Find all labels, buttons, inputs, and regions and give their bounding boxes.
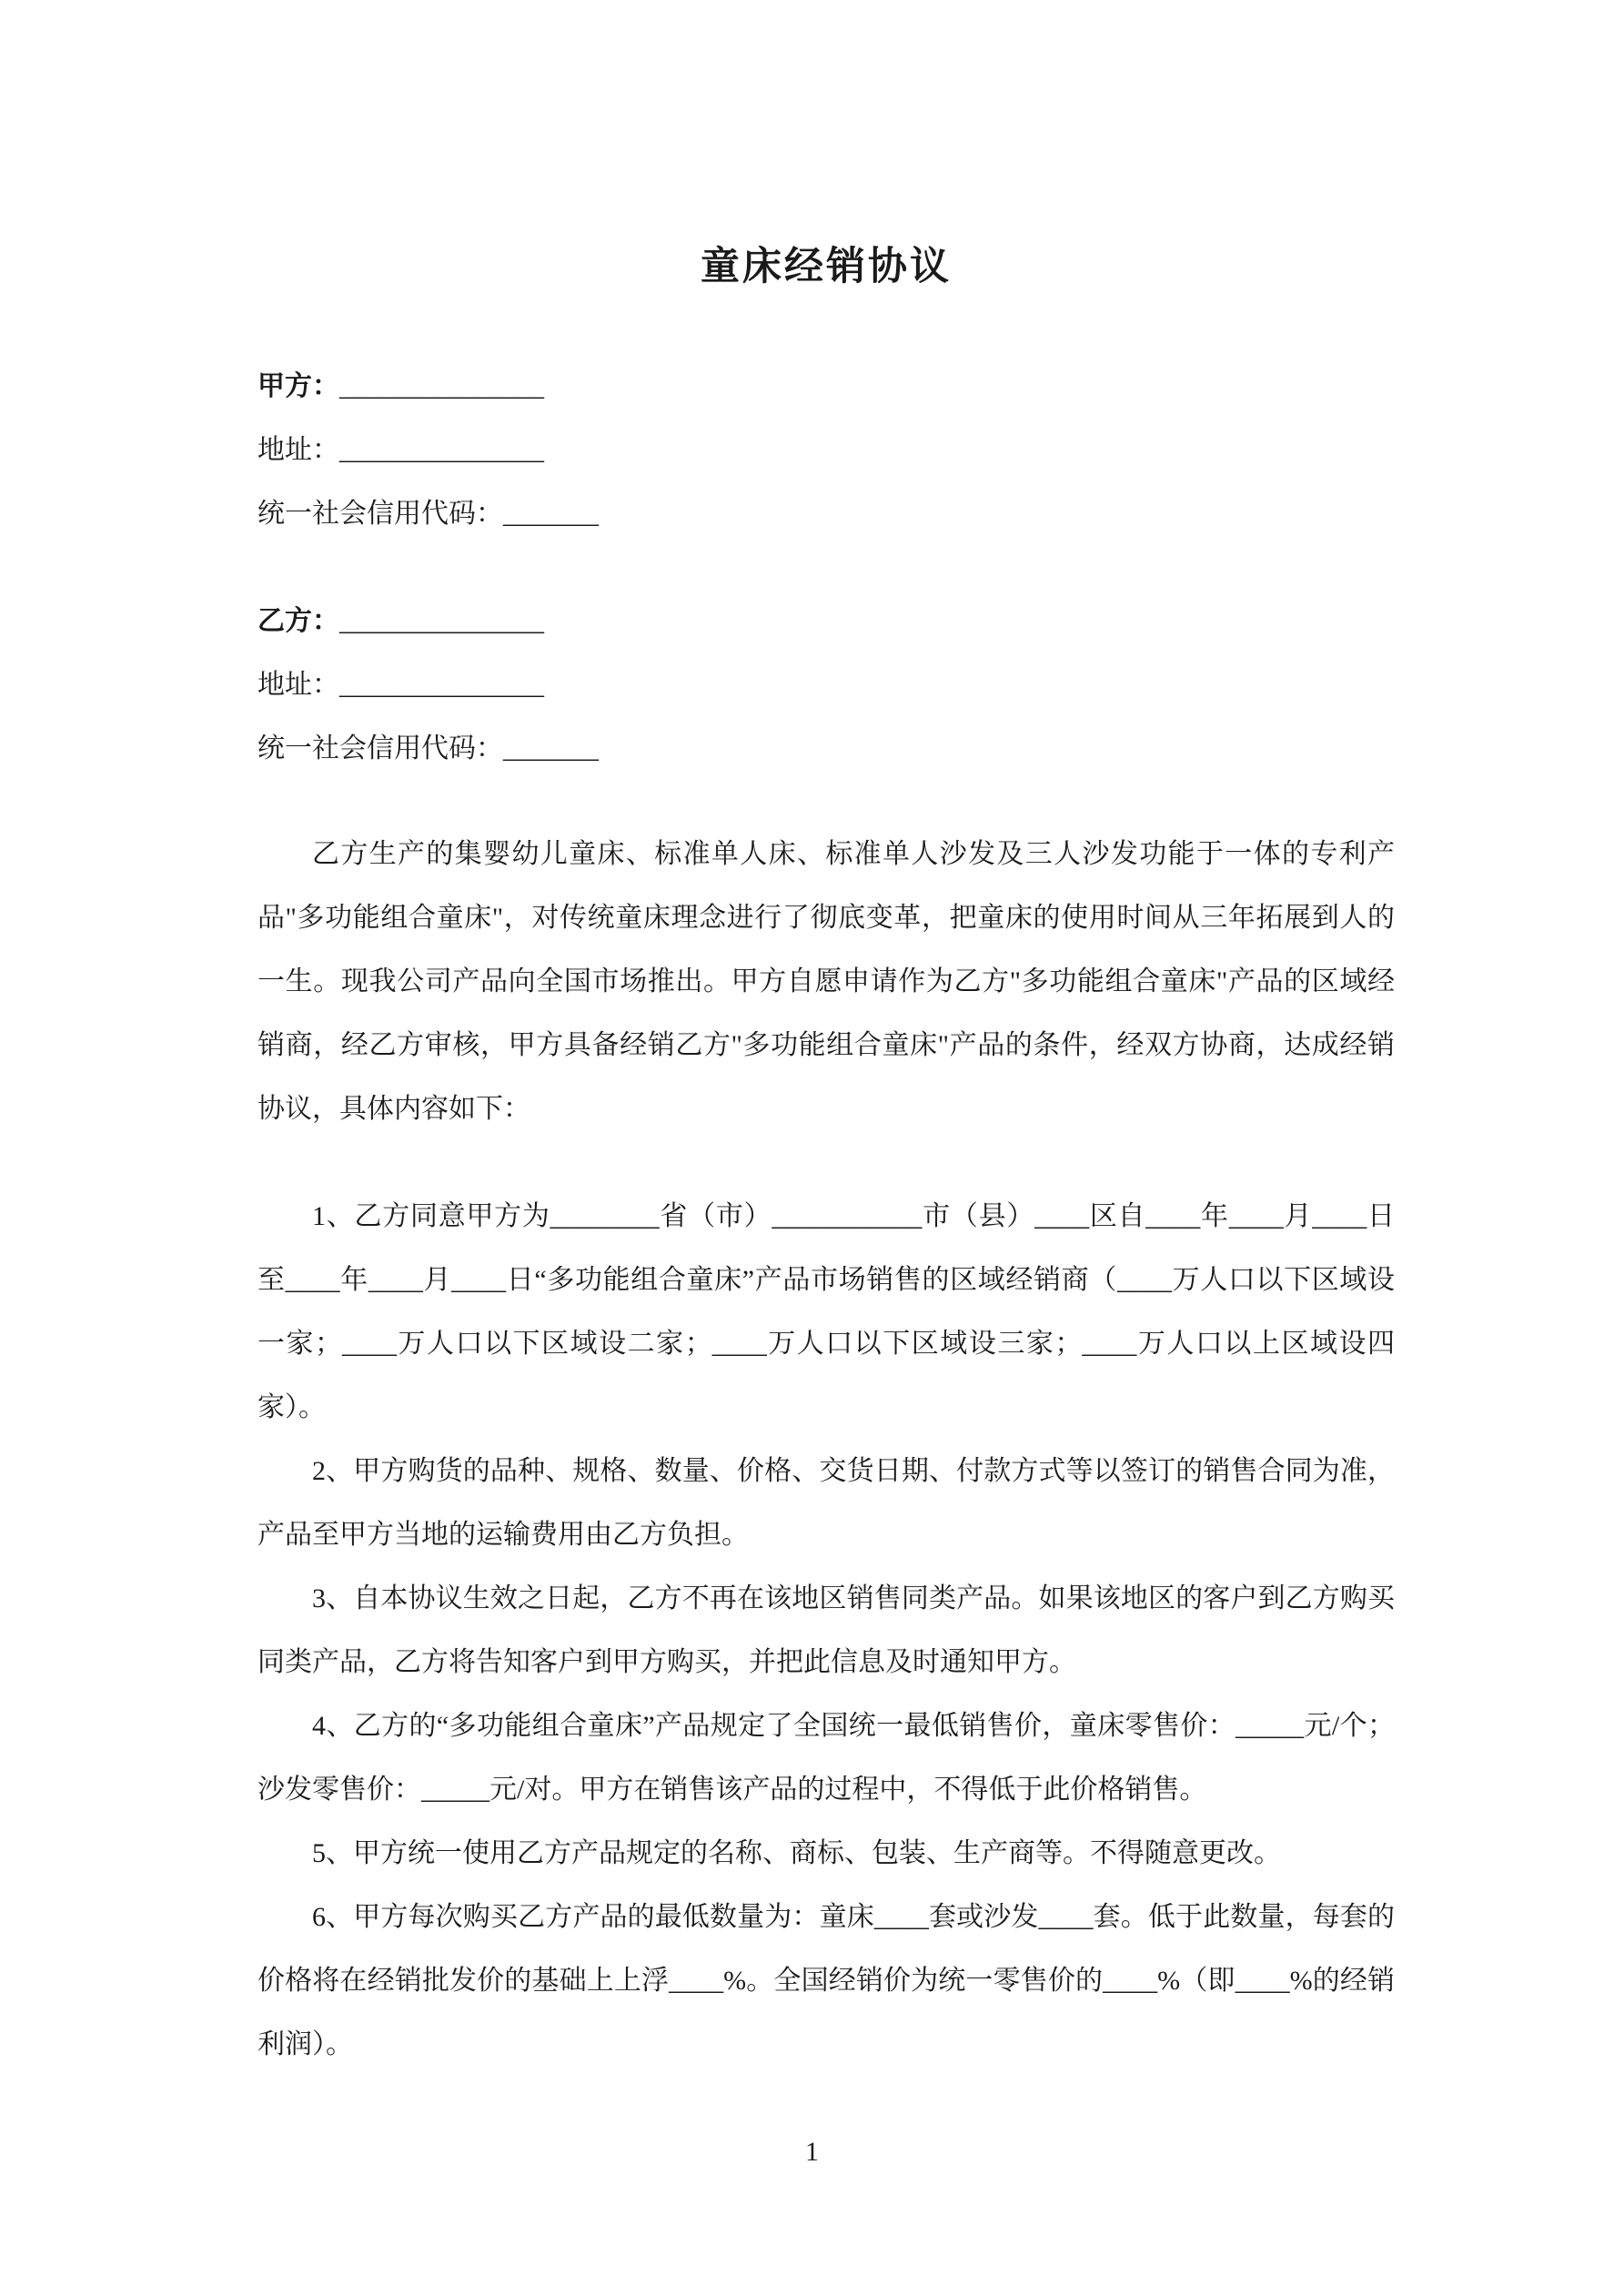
party-a-name-blank: _______________ [339,371,544,401]
party-b-address-label: 地址： [257,670,339,700]
party-a-credit-code-row [257,482,1395,546]
clause-2: 2、甲方购货的品种、规格、数量、价格、交货日期、付款方式等以签订的销售合同为准，产品至甲方当地的运输费用由乙方负担。 [257,1456,1395,1550]
clause-3: 3、自本协议生效之日起，乙方不再在该地区销售同类产品。如果该地区的客户到乙方购买同类产品，乙方将告知客户到甲方购买，并把此信息及时通知甲方。 [257,1583,1395,1677]
party-a-name-label: 甲方： [257,371,339,401]
party-b-name-blank: _______________ [339,606,544,636]
party-a-name-row [257,355,1395,419]
clause-5: 5、甲方统一使用乙方产品规定的名称、商标、包装、生产商等。不得随意更改。 [312,1838,1281,1868]
party-b-block [257,590,1395,781]
page-number: 1 [805,2137,819,2167]
party-a-credit-code-label: 统一社会信用代码： [257,499,503,529]
party-b-name-label: 乙方： [257,606,339,636]
document-title: 童床经销协议 [701,246,952,288]
party-a-credit-code-blank: _______ [503,499,599,529]
party-a-block [257,355,1395,546]
party-b-credit-code-row [257,717,1395,781]
party-b-name-row [257,590,1395,653]
intro-paragraph: 乙方生产的集婴幼儿童床、标准单人床、标准单人沙发及三人沙发功能于一体的专利产品"多功能组合童床"，对传统童床理念进行了彻底变革，把童床的使用时间从三年拓展到人的一生。现我公司产品向全国市场推出。甲方自愿申请作为乙方"多功能组合童床"产品的区域经销商，经乙方审核，甲方具备经销乙方"多功能组合童床"产品的条件，经双方协商，达成经销协议，具体内容如下： [257,839,1395,1124]
clause-4: 4、乙方的“多功能组合童床”产品规定了全国统一最低销售价，童床零售价：_____元/个；沙发零售价：_____元/对。甲方在销售该产品的过程中，不得低于此价格销售。 [257,1711,1395,1805]
party-a-address-blank: _______________ [339,435,544,465]
party-b-address-blank: _______________ [339,670,544,700]
party-a-address-label: 地址： [257,435,339,465]
party-b-address-row [257,653,1395,717]
party-b-credit-code-label: 统一社会信用代码： [257,733,503,764]
party-b-credit-code-blank: _______ [503,733,599,764]
party-a-address-row [257,419,1395,482]
clause-1: 1、乙方同意甲方为________省（市）___________市（县）____区自____年____月____日至____年____月____日“多功能组合童床”产品市场销售的区域经销商（____万人口以下区域设一家；____万人口以下区域设二家；____万人口以下区域设三家；____万人口以上区域设四家）。 [257,1201,1395,1422]
clause-6: 6、甲方每次购买乙方产品的最低数量为：童床____套或沙发____套。低于此数量，每套的价格将在经销批发价的基础上上浮____%。全国经销价为统一零售价的____%（即____%的经销利润）。 [257,1902,1395,2059]
